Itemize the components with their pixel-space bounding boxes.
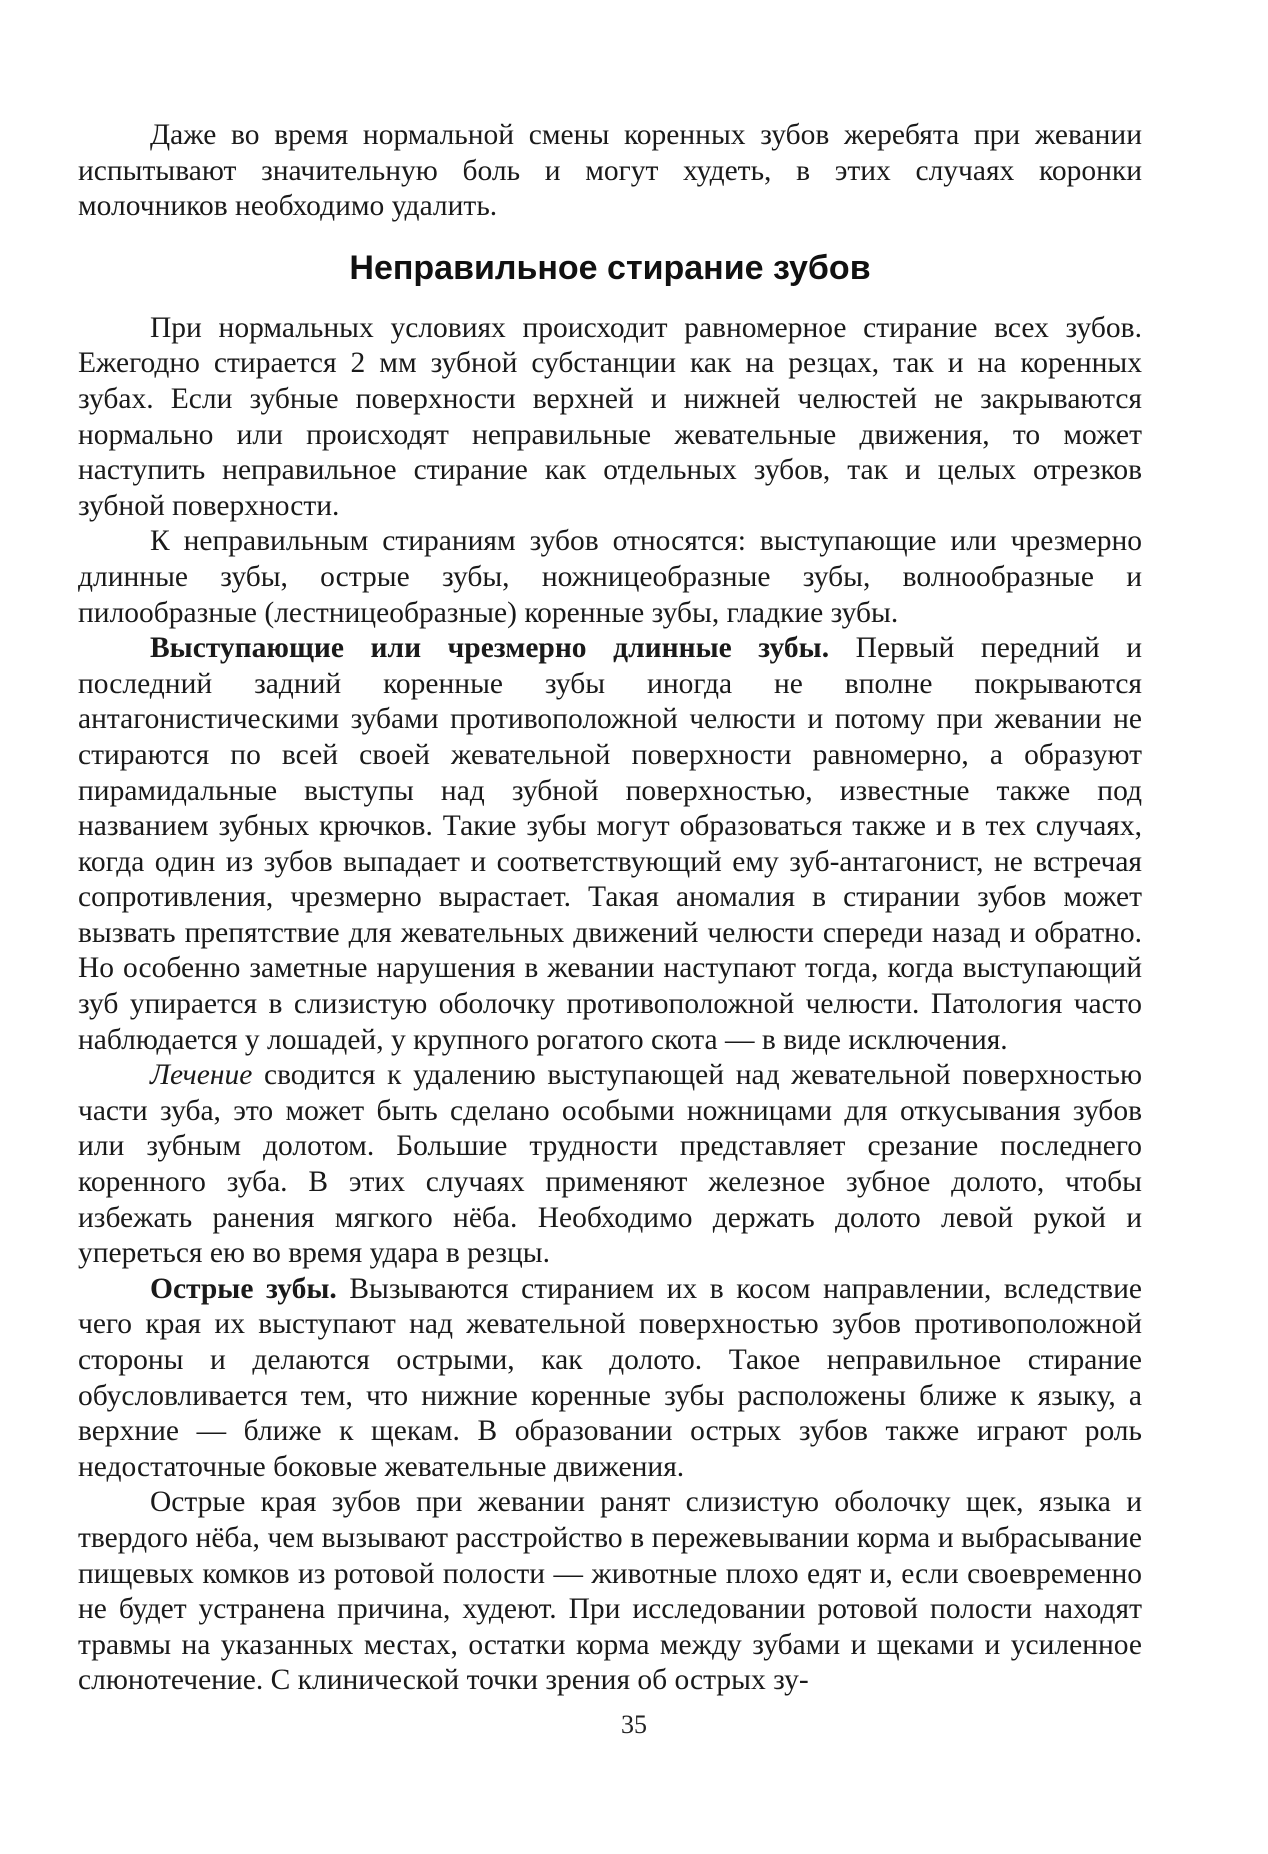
paragraph-protruding-teeth: [78, 631, 1142, 1058]
paragraph-normal-wear: При нормальных условиях происходит равномерное стирание всех зубов. Ежегодно стирается 2 мм зубной субстанции как на резцах, так и на коренных зубах. Если зубные поверхности верхней и нижней челюстей не закрываются нормально или происходят неправильные жевательные движения, то может наступить неправильное стирание как отдельных зубов, так и целых отрезков зубной поверхности.: [78, 311, 1142, 522]
treatment-heading: Лечение: [150, 1059, 253, 1092]
sharp-teeth-text: Вызываются стиранием их в косом направлении, вследствие чего края их выступают над жевательной поверхностью зубов противоположной стороны и делаются острыми, как долото. Такое неправильное стирание обусловливается тем, что нижние коренные зубы расположены ближе к языку, а верхние — ближе к щекам. В образовании острых зубов также играют роль недостаточные боковые жевательные движения.: [78, 1272, 1142, 1483]
page-number: 35: [621, 1710, 647, 1739]
paragraph-treatment: [78, 1058, 1142, 1272]
sharp-teeth-heading: Острые зубы.: [150, 1272, 337, 1305]
paragraph-sharp-edges: Острые края зубов при жевании ранят слизистую оболочку щек, языка и твердого нёба, чем вызывают расстройство в пережевывании корма и выбрасывание пищевых комков из ротовой полости — животные плохо едят и, если своевременно не будет устранена причина, худеют. При исследовании ротовой полости находят травмы на указанных местах, остатки корма между зубами и щеками и усиленное слюнотечение. С клинической точки зрения об острых зу-: [78, 1486, 1142, 1697]
intro-paragraph: Даже во время нормальной смены коренных зубов жеребята при жевании испытывают значительную боль и могут худеть, в этих случаях коронки молочников необходимо удалить.: [78, 119, 1142, 223]
section-title: Неправильное стирание зубов: [349, 248, 871, 287]
paragraph-sharp-teeth: [78, 1272, 1142, 1486]
treatment-text: сводится к удалению выступающей над жевательной поверхностью части зуба, это может быть сделано особыми ножницами для откусывания зубов или зубным долотом. Большие трудности представляет срезание последнего коренного зуба. В этих случаях применяют железное зубное долото, чтобы избежать ранения мягкого нёба. Необходимо держать долото левой рукой и упереться ею во время удара в резцы.: [78, 1059, 1142, 1270]
paragraph-abnormal-types: К неправильным стираниям зубов относятся: выступающие или чрезмерно длинные зубы, острые зубы, ножницеобразные зубы, волнообразные и пилообразные (лестницеобразные) коренные зубы, гладкие зубы.: [78, 525, 1142, 629]
page-body: [78, 118, 1142, 1699]
protruding-teeth-heading: Выступающие или чрезмерно длинные зубы.: [150, 632, 830, 665]
protruding-teeth-text: Первый передний и последний задний коренные зубы иногда не вполне покрываются антагонистическими зубами противоположной челюсти и потому при жевании не стираются по всей своей жевательной поверхности равномерно, а образуют пирамидальные выступы над зубной поверхностью, известные также под названием зубных крючков. Такие зубы могут образоваться также и в тех случаях, когда один из зубов выпадает и соответствующий ему зуб-антагонист, не встречая сопротивления, чрезмерно вырастает. Такая аномалия в стирании зубов может вызвать препятствие для жевательных движений челюсти спереди назад и обратно. Но особенно заметные нарушения в жевании наступают тогда, когда выступающий зуб упирается в слизистую оболочку противоположной челюсти. Патология часто наблюдается у лошадей, у крупного рогатого скота — в виде исключения.: [78, 632, 1142, 1056]
